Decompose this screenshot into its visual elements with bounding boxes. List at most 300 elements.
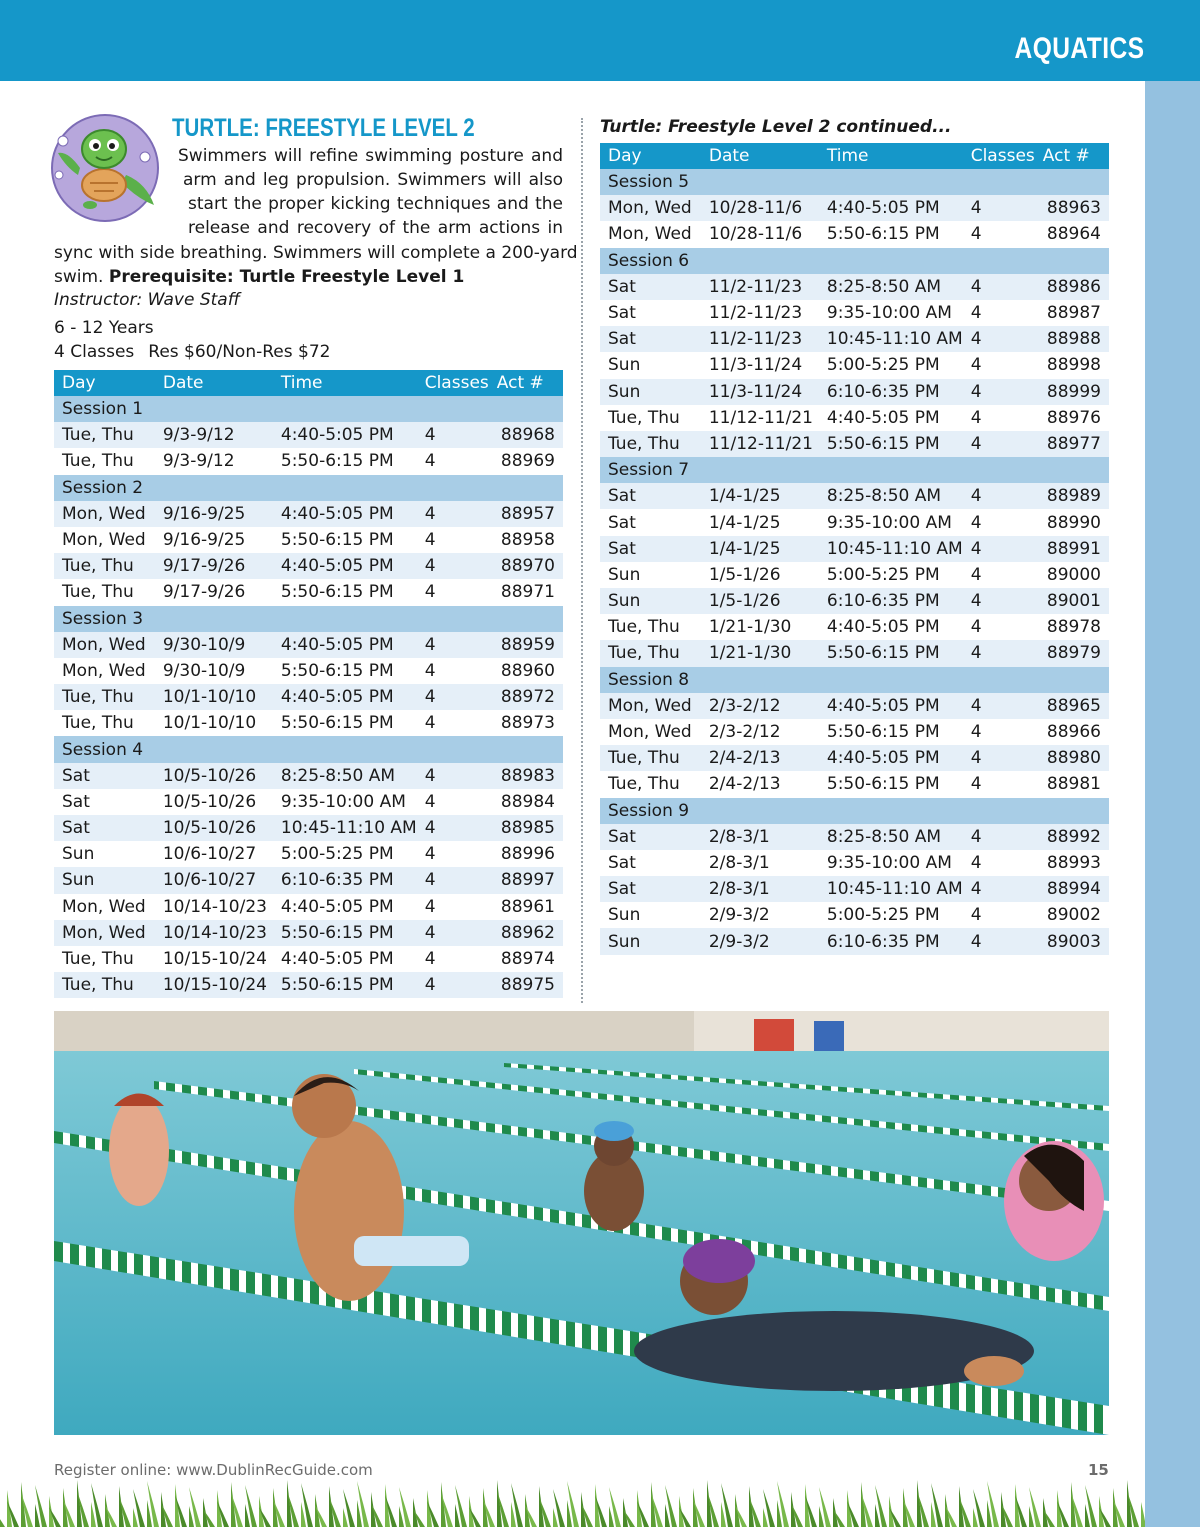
cell-act-number: 88990 [1035,509,1109,535]
cell-date: 11/12-11/21 [701,431,819,457]
table-header-row [54,370,563,396]
cell-time: 4:40-5:05 PM [273,946,417,972]
cell-date: 10/28-11/6 [701,195,819,221]
description-line-5: sync with side breathing. Swimmers will complete a 200-yard [54,243,578,263]
cell-time: 5:50-6:15 PM [819,719,963,745]
cell-date: 1/4-1/25 [701,509,819,535]
table-row [54,972,563,998]
cell-act-number: 88983 [489,763,563,789]
cell-time: 5:00-5:25 PM [819,352,963,378]
description-line-3: start the proper kicking techniques and the [188,194,563,214]
table-row [600,326,1109,352]
cell-time: 5:50-6:15 PM [273,972,417,998]
cell-time: 9:35-10:00 AM [819,300,963,326]
cell-date: 2/3-2/12 [701,719,819,745]
cell-classes: 4 [963,824,1035,850]
cell-classes: 4 [417,527,489,553]
cell-time: 5:50-6:15 PM [819,431,963,457]
table-row [600,928,1109,954]
cell-classes: 4 [963,405,1035,431]
cell-act-number: 88964 [1035,221,1109,247]
age-range: 6 - 12 Years [54,318,154,338]
cell-classes: 4 [417,841,489,867]
cell-date: 10/1-10/10 [155,684,273,710]
cell-day: Sat [600,483,701,509]
cell-time: 5:50-6:15 PM [819,771,963,797]
cell-date: 11/3-11/24 [701,352,819,378]
cell-act-number: 88979 [1035,640,1109,666]
table-row [600,221,1109,247]
cell-classes: 4 [417,658,489,684]
cell-time: 5:00-5:25 PM [819,562,963,588]
cell-act-number: 88970 [489,553,563,579]
cell-date: 9/3-9/12 [155,422,273,448]
cell-day: Tue, Thu [600,431,701,457]
cell-day: Tue, Thu [600,405,701,431]
cell-classes: 4 [963,850,1035,876]
table-row [54,867,563,893]
cell-date: 10/14-10/23 [155,920,273,946]
cell-classes: 4 [963,719,1035,745]
cell-day: Sun [600,352,701,378]
table-row [54,448,563,474]
cell-date: 2/4-2/13 [701,771,819,797]
table-row [600,640,1109,666]
cell-day: Sat [600,300,701,326]
table-row [54,920,563,946]
table-row [54,946,563,972]
cell-day: Sat [600,876,701,902]
register-online-text: Register online: www.DublinRecGuide.com [54,1461,373,1479]
cell-day: Mon, Wed [54,658,155,684]
cell-date: 10/15-10/24 [155,972,273,998]
cell-time: 4:40-5:05 PM [819,745,963,771]
cell-date: 10/5-10/26 [155,815,273,841]
cell-classes: 4 [963,876,1035,902]
cell-day: Tue, Thu [600,614,701,640]
cell-time: 8:25-8:50 AM [819,274,963,300]
cell-day: Sat [600,509,701,535]
cell-classes: 4 [417,789,489,815]
cell-classes: 4 [417,972,489,998]
cell-classes: 4 [963,640,1035,666]
cell-time: 5:50-6:15 PM [273,579,417,605]
cell-classes: 4 [417,815,489,841]
cell-act-number: 88959 [489,632,563,658]
cell-day: Sat [600,326,701,352]
cell-date: 9/30-10/9 [155,632,273,658]
cell-act-number: 88966 [1035,719,1109,745]
cell-date: 2/9-3/2 [701,902,819,928]
cell-act-number: 88994 [1035,876,1109,902]
session-label: Session 7 [600,457,1109,483]
table-row [54,841,563,867]
cell-day: Mon, Wed [54,894,155,920]
table-row [600,876,1109,902]
cell-act-number: 88968 [489,422,563,448]
table-row [54,553,563,579]
cell-act-number: 88986 [1035,274,1109,300]
cell-time: 5:50-6:15 PM [819,640,963,666]
cell-day: Tue, Thu [600,745,701,771]
cell-act-number: 88969 [489,448,563,474]
cell-classes: 4 [417,448,489,474]
cell-time: 4:40-5:05 PM [819,195,963,221]
cell-classes: 4 [417,920,489,946]
cell-date: 2/8-3/1 [701,824,819,850]
cell-classes: 4 [417,710,489,736]
table-row [600,300,1109,326]
cell-classes: 4 [963,300,1035,326]
session-header-row [600,169,1109,195]
cell-date: 2/3-2/12 [701,693,819,719]
cell-day: Tue, Thu [54,972,155,998]
table-row [600,509,1109,535]
class-count: 4 Classes [54,342,135,362]
schedule-table-right [600,143,1109,955]
table-row [54,632,563,658]
session-label: Session 4 [54,736,563,762]
cell-classes: 4 [963,483,1035,509]
cell-time: 9:35-10:00 AM [819,509,963,535]
cell-classes: 4 [417,579,489,605]
cell-act-number: 88958 [489,527,563,553]
cell-time: 6:10-6:35 PM [819,588,963,614]
cell-time: 8:25-8:50 AM [819,483,963,509]
cell-day: Sun [54,867,155,893]
header-date: Date [155,370,273,396]
cell-time: 5:50-6:15 PM [273,710,417,736]
cell-time: 4:40-5:05 PM [273,422,417,448]
header-classes: Classes [417,370,489,396]
program-title: TURTLE: FREESTYLE LEVEL 2 [172,114,475,142]
cell-time: 5:50-6:15 PM [273,658,417,684]
cell-date: 9/17-9/26 [155,579,273,605]
table-row [54,501,563,527]
cell-date: 10/5-10/26 [155,789,273,815]
table-row [600,850,1109,876]
cell-day: Tue, Thu [54,422,155,448]
cell-date: 1/5-1/26 [701,588,819,614]
cell-act-number: 88962 [489,920,563,946]
cell-classes: 4 [963,693,1035,719]
cell-time: 4:40-5:05 PM [273,894,417,920]
cell-classes: 4 [963,771,1035,797]
cell-act-number: 88977 [1035,431,1109,457]
cell-time: 5:00-5:25 PM [819,902,963,928]
cell-act-number: 88998 [1035,352,1109,378]
cell-time: 10:45-11:10 AM [273,815,417,841]
table-header-row [600,143,1109,169]
cell-classes: 4 [417,553,489,579]
cell-day: Mon, Wed [54,632,155,658]
table-row [54,894,563,920]
session-header-row [600,667,1109,693]
cell-act-number: 88985 [489,815,563,841]
session-header-row [54,606,563,632]
cell-time: 10:45-11:10 AM [819,876,963,902]
cell-act-number: 89002 [1035,902,1109,928]
cell-time: 5:50-6:15 PM [273,527,417,553]
cell-act-number: 88992 [1035,824,1109,850]
table-row [600,824,1109,850]
cell-act-number: 88987 [1035,300,1109,326]
table-row [600,588,1109,614]
cell-time: 6:10-6:35 PM [273,867,417,893]
cell-act-number: 88997 [489,867,563,893]
cell-day: Tue, Thu [54,553,155,579]
cell-time: 10:45-11:10 AM [819,326,963,352]
cell-day: Mon, Wed [600,693,701,719]
cell-time: 4:40-5:05 PM [273,632,417,658]
cell-classes: 4 [963,326,1035,352]
fee-text: Res $60/Non-Res $72 [148,342,331,362]
cell-date: 9/16-9/25 [155,527,273,553]
cell-act-number: 88996 [489,841,563,867]
cell-date: 10/6-10/27 [155,841,273,867]
table-row [54,658,563,684]
cell-time: 5:50-6:15 PM [273,448,417,474]
continued-title: Turtle: Freestyle Level 2 continued... [600,117,952,137]
cell-date: 2/8-3/1 [701,850,819,876]
cell-act-number: 88974 [489,946,563,972]
cell-act-number: 88978 [1035,614,1109,640]
grass-border [0,1478,1145,1527]
cell-day: Mon, Wed [600,719,701,745]
session-label: Session 2 [54,475,563,501]
cell-act-number: 88988 [1035,326,1109,352]
cell-date: 10/1-10/10 [155,710,273,736]
session-header-row [54,736,563,762]
cell-day: Tue, Thu [54,684,155,710]
header-act: Act # [1035,143,1109,169]
description-line-2: arm and leg propulsion. Swimmers will also [183,170,563,190]
cell-act-number: 88999 [1035,379,1109,405]
table-row [600,274,1109,300]
cell-act-number: 89001 [1035,588,1109,614]
grass-blades [0,1480,1145,1527]
cell-time: 4:40-5:05 PM [273,501,417,527]
cell-time: 5:00-5:25 PM [273,841,417,867]
header-time: Time [273,370,417,396]
cell-date: 10/5-10/26 [155,763,273,789]
cell-act-number: 88971 [489,579,563,605]
header-day: Day [54,370,155,396]
session-header-row [54,396,563,422]
cell-date: 10/15-10/24 [155,946,273,972]
cell-act-number: 88984 [489,789,563,815]
cell-day: Sun [600,379,701,405]
cell-classes: 4 [963,509,1035,535]
cell-day: Sat [600,536,701,562]
cell-date: 1/21-1/30 [701,614,819,640]
cell-date: 11/3-11/24 [701,379,819,405]
cell-date: 9/16-9/25 [155,501,273,527]
cell-date: 9/30-10/9 [155,658,273,684]
cell-day: Mon, Wed [600,221,701,247]
cell-classes: 4 [963,352,1035,378]
cell-time: 6:10-6:35 PM [819,928,963,954]
session-header-row [600,248,1109,274]
cell-classes: 4 [963,928,1035,954]
cell-classes: 4 [417,946,489,972]
cell-date: 10/28-11/6 [701,221,819,247]
cell-date: 10/14-10/23 [155,894,273,920]
cell-classes: 4 [963,588,1035,614]
header-classes: Classes [963,143,1035,169]
cell-classes: 4 [963,195,1035,221]
cell-time: 9:35-10:00 AM [819,850,963,876]
cell-act-number: 89003 [1035,928,1109,954]
cell-day: Mon, Wed [54,527,155,553]
cell-classes: 4 [963,562,1035,588]
cell-date: 1/4-1/25 [701,536,819,562]
cell-day: Tue, Thu [600,640,701,666]
cell-time: 5:50-6:15 PM [273,920,417,946]
cell-day: Sat [600,824,701,850]
cell-day: Sun [600,562,701,588]
cell-classes: 4 [963,431,1035,457]
cell-day: Tue, Thu [54,448,155,474]
cell-date: 10/6-10/27 [155,867,273,893]
cell-time: 8:25-8:50 AM [273,763,417,789]
cell-act-number: 88963 [1035,195,1109,221]
cell-date: 1/5-1/26 [701,562,819,588]
table-row [600,745,1109,771]
cell-classes: 4 [417,867,489,893]
cell-date: 9/17-9/26 [155,553,273,579]
cell-classes: 4 [963,379,1035,405]
cell-time: 4:40-5:05 PM [819,405,963,431]
cell-act-number: 88993 [1035,850,1109,876]
table-row [600,352,1109,378]
cell-act-number: 88957 [489,501,563,527]
cell-date: 2/8-3/1 [701,876,819,902]
header-date: Date [701,143,819,169]
cell-classes: 4 [963,274,1035,300]
schedule-table-left [54,370,563,998]
cell-act-number: 88976 [1035,405,1109,431]
cell-date: 11/2-11/23 [701,274,819,300]
cell-act-number: 88980 [1035,745,1109,771]
description-swim-text: swim. [54,267,104,287]
table-row [54,422,563,448]
cell-date: 1/21-1/30 [701,640,819,666]
cell-act-number: 88989 [1035,483,1109,509]
classes-and-fee [54,342,330,362]
cell-act-number: 88975 [489,972,563,998]
table-row [600,693,1109,719]
cell-day: Sat [600,274,701,300]
cell-time: 5:50-6:15 PM [819,221,963,247]
cell-classes: 4 [963,536,1035,562]
session-label: Session 6 [600,248,1109,274]
table-row [600,536,1109,562]
table-row [54,789,563,815]
cell-time: 8:25-8:50 AM [819,824,963,850]
cell-act-number: 88961 [489,894,563,920]
cell-day: Sat [600,850,701,876]
table-row [54,710,563,736]
cell-day: Mon, Wed [54,920,155,946]
table-row [54,815,563,841]
cell-date: 11/12-11/21 [701,405,819,431]
session-label: Session 9 [600,798,1109,824]
table-row [600,719,1109,745]
header-time: Time [819,143,963,169]
cell-time: 4:40-5:05 PM [819,693,963,719]
cell-act-number: 88991 [1035,536,1109,562]
table-row [600,431,1109,457]
cell-classes: 4 [417,422,489,448]
cell-date: 1/4-1/25 [701,483,819,509]
session-label: Session 5 [600,169,1109,195]
table-row [54,763,563,789]
description-line-6 [54,265,464,289]
prerequisite-text: Prerequisite: Turtle Freestyle Level 1 [108,267,465,287]
cell-day: Tue, Thu [54,946,155,972]
cell-day: Tue, Thu [54,579,155,605]
cell-date: 9/3-9/12 [155,448,273,474]
session-header-row [600,798,1109,824]
table-row [600,379,1109,405]
table-row [600,562,1109,588]
cell-time: 4:40-5:05 PM [273,553,417,579]
cell-act-number: 89000 [1035,562,1109,588]
cell-date: 2/4-2/13 [701,745,819,771]
cell-day: Tue, Thu [600,771,701,797]
session-label: Session 3 [54,606,563,632]
cell-act-number: 88972 [489,684,563,710]
cell-classes: 4 [417,684,489,710]
page-number: 15 [1088,1461,1109,1479]
cell-date: 11/2-11/23 [701,326,819,352]
cell-time: 6:10-6:35 PM [819,379,963,405]
pool-photo [54,1011,1109,1435]
header-day: Day [600,143,701,169]
cell-classes: 4 [963,221,1035,247]
side-color-bar [1145,81,1200,1527]
table-row [600,195,1109,221]
cell-day: Sun [54,841,155,867]
header-act: Act # [489,370,563,396]
cell-classes: 4 [963,902,1035,928]
cell-day: Mon, Wed [600,195,701,221]
cell-day: Sun [600,928,701,954]
cell-classes: 4 [417,894,489,920]
cell-day: Sat [54,763,155,789]
table-row [600,405,1109,431]
cell-day: Sun [600,588,701,614]
table-row [600,771,1109,797]
cell-act-number: 88981 [1035,771,1109,797]
table-row [54,527,563,553]
session-header-row [54,475,563,501]
cell-classes: 4 [417,763,489,789]
cell-classes: 4 [417,632,489,658]
cell-day: Sat [54,789,155,815]
cell-act-number: 88973 [489,710,563,736]
cell-classes: 4 [963,614,1035,640]
description-line-1: Swimmers will refine swimming posture and [178,146,563,166]
table-row [600,483,1109,509]
cell-day: Sat [54,815,155,841]
cell-classes: 4 [963,745,1035,771]
section-title: AQUATICS [1014,32,1144,65]
cell-act-number: 88960 [489,658,563,684]
session-label: Session 8 [600,667,1109,693]
cell-day: Sun [600,902,701,928]
